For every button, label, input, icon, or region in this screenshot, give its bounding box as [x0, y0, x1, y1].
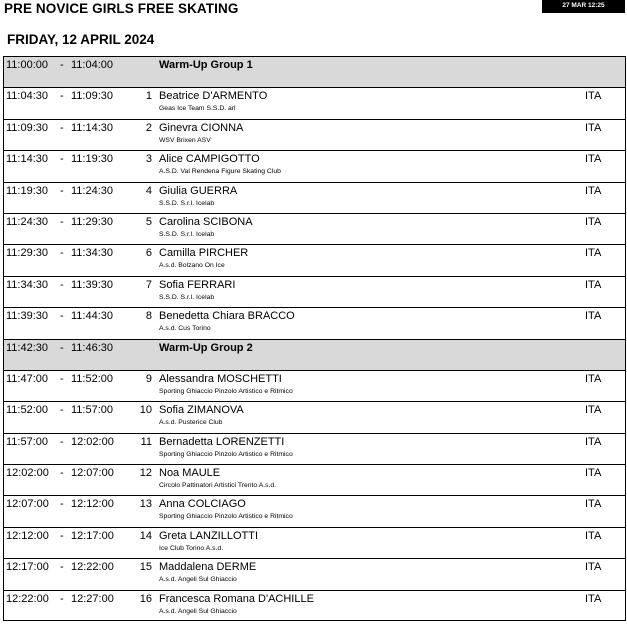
end-time: 11:09:30 [71, 90, 114, 103]
skater-row [4, 214, 625, 245]
end-time: 12:07:00 [71, 467, 114, 480]
club-name: A.s.d. Angeli Sul Ghiaccio [159, 576, 237, 584]
end-time: 11:57:00 [71, 404, 114, 417]
time-separator: - [60, 498, 64, 511]
start-time: 11:09:30 [6, 121, 49, 134]
start-time: 12:07:00 [6, 498, 49, 511]
skater-name: Beatrice D'ARMENTO [159, 90, 268, 103]
skater-row [4, 120, 625, 151]
start-time: 11:04:30 [6, 90, 49, 103]
time-separator: - [60, 153, 64, 166]
start-time: 11:57:00 [6, 435, 49, 448]
skater-row [4, 402, 625, 433]
start-number: 1 [145, 90, 152, 103]
time-separator: - [60, 59, 64, 71]
end-time: 12:22:00 [71, 561, 114, 574]
club-name: S.S.D. S.r.l. Icelab [159, 293, 215, 301]
start-number: 3 [145, 153, 152, 166]
skater-row [4, 528, 625, 559]
start-time: 12:17:00 [6, 561, 49, 574]
club-name: Circolo Pattinatori Artistici Trento A.s.d. [159, 482, 277, 490]
end-time: 11:29:30 [71, 215, 114, 228]
time-separator: - [60, 561, 64, 574]
timestamp-badge: 27 MAR 12:25 [542, 0, 625, 13]
skater-row [4, 434, 625, 465]
skater-name: Anna COLCIAGO [159, 498, 246, 511]
nation-code: ITA [585, 467, 602, 480]
skater-name: Bernadetta LORENZETTI [159, 435, 285, 448]
end-time: 12:17:00 [71, 529, 114, 542]
skater-row [4, 496, 625, 527]
warm-up-group-label: Warm-Up Group 1 [159, 59, 253, 71]
time-separator: - [60, 121, 64, 134]
time-separator: - [60, 90, 64, 103]
club-name: WSV Brixen ASV [159, 136, 211, 144]
club-name: A.s.d. Pusterice Club [159, 419, 223, 427]
skater-name: Sofia FERRARI [159, 278, 236, 291]
skater-name: Benedetta Chiara BRACCO [159, 310, 295, 323]
start-number: 4 [145, 184, 152, 197]
skater-row [4, 277, 625, 308]
club-name: Sporting Ghiaccio Pinzolo Artistico e Ritmico [159, 513, 293, 521]
start-time: 11:14:30 [6, 153, 49, 166]
time-separator: - [60, 529, 64, 542]
start-number: 14 [139, 529, 152, 542]
skater-name: Maddalena DERME [159, 561, 257, 574]
end-time: 12:27:00 [71, 592, 114, 605]
skater-name: Sofia ZIMANOVA [159, 404, 244, 417]
time-separator: - [60, 278, 64, 291]
schedule-table [3, 56, 626, 621]
nation-code: ITA [585, 247, 602, 260]
club-name: A.s.d. Angeli Sul Ghiaccio [159, 607, 237, 615]
start-number: 10 [139, 404, 152, 417]
skater-row [4, 559, 625, 590]
skater-name: Noa MAULE [159, 467, 221, 480]
nation-code: ITA [585, 184, 602, 197]
start-number: 16 [139, 592, 152, 605]
time-separator: - [60, 372, 64, 385]
skater-name: Giulia GUERRA [159, 184, 238, 197]
end-time: 11:14:30 [71, 121, 114, 134]
nation-code: ITA [585, 278, 602, 291]
club-name: A.s.d. Bolzano On Ice [159, 262, 225, 270]
nation-code: ITA [585, 121, 602, 134]
start-time: 11:29:30 [6, 247, 49, 260]
club-name: Ice Club Torino A.s.d. [159, 544, 224, 552]
end-time: 11:04:00 [71, 59, 114, 71]
skater-row [4, 371, 625, 402]
end-time: 11:39:30 [71, 278, 114, 291]
club-name: Geas Ice Team S.S.D. arl [159, 105, 236, 113]
time-separator: - [60, 310, 64, 323]
end-time: 11:46:30 [71, 341, 114, 354]
nation-code: ITA [585, 592, 602, 605]
page-title: PRE NOVICE GIRLS FREE SKATING [4, 1, 239, 16]
start-number: 13 [139, 498, 152, 511]
club-name: A.s.d. Cus Torino [159, 325, 211, 333]
time-separator: - [60, 592, 64, 605]
club-name: A.S.D. Val Rendena Figure Skating Club [159, 168, 281, 176]
end-time: 12:02:00 [71, 435, 114, 448]
start-time: 12:02:00 [6, 467, 49, 480]
skater-row [4, 151, 625, 182]
time-separator: - [60, 404, 64, 417]
nation-code: ITA [585, 310, 602, 323]
start-number: 5 [145, 215, 152, 228]
club-name: Sporting Ghiaccio Pinzolo Artistico e Ritmico [159, 387, 293, 395]
time-separator: - [60, 467, 64, 480]
start-time: 11:24:30 [6, 215, 49, 228]
start-time: 11:00:00 [6, 59, 49, 71]
skater-row [4, 183, 625, 214]
start-number: 6 [145, 247, 152, 260]
time-separator: - [60, 341, 64, 354]
skater-row [4, 308, 625, 339]
club-name: Sporting Ghiaccio Pinzolo Artistico e Ritmico [159, 450, 293, 458]
skater-row [4, 88, 625, 119]
end-time: 11:52:00 [71, 372, 114, 385]
start-time: 11:19:30 [6, 184, 49, 197]
nation-code: ITA [585, 404, 602, 417]
nation-code: ITA [585, 215, 602, 228]
end-time: 11:44:30 [71, 310, 114, 323]
start-number: 2 [145, 121, 152, 134]
nation-code: ITA [585, 561, 602, 574]
start-time: 11:34:30 [6, 278, 49, 291]
end-time: 11:34:30 [71, 247, 114, 260]
start-number: 11 [140, 435, 152, 448]
start-number: 8 [145, 310, 152, 323]
end-time: 12:12:00 [71, 498, 114, 511]
time-separator: - [60, 215, 64, 228]
skater-row [4, 465, 625, 496]
time-separator: - [60, 435, 64, 448]
nation-code: ITA [585, 90, 602, 103]
end-time: 11:19:30 [71, 153, 114, 166]
end-time: 11:24:30 [71, 184, 114, 197]
skater-name: Carolina SCIBONA [159, 215, 253, 228]
start-number: 15 [139, 561, 152, 574]
warm-up-group-row [4, 57, 625, 88]
start-time: 11:42:30 [6, 341, 49, 354]
start-number: 9 [145, 372, 152, 385]
nation-code: ITA [585, 153, 602, 166]
skater-name: Camilla PIRCHER [159, 247, 249, 260]
skater-name: Ginevra CIONNA [159, 121, 244, 134]
nation-code: ITA [585, 435, 602, 448]
start-time: 12:12:00 [6, 529, 49, 542]
skater-row [4, 245, 625, 276]
event-date: FRIDAY, 12 APRIL 2024 [7, 32, 155, 47]
start-time: 11:52:00 [6, 404, 49, 417]
start-number: 12 [139, 467, 152, 480]
skater-name: Francesca Romana D'ACHILLE [159, 592, 314, 605]
skater-name: Alessandra MOSCHETTI [159, 372, 282, 385]
skater-row [4, 591, 625, 622]
start-time: 11:39:30 [6, 310, 49, 323]
nation-code: ITA [585, 529, 602, 542]
club-name: S.S.D. S.r.l. Icelab [159, 199, 215, 207]
skater-name: Alice CAMPIGOTTO [159, 153, 260, 166]
nation-code: ITA [585, 498, 602, 511]
nation-code: ITA [585, 372, 602, 385]
warm-up-group-label: Warm-Up Group 2 [159, 341, 253, 354]
start-time: 11:47:00 [6, 372, 49, 385]
time-separator: - [60, 184, 64, 197]
start-time: 12:22:00 [6, 592, 49, 605]
time-separator: - [60, 247, 64, 260]
warm-up-group-row [4, 340, 625, 371]
start-number: 7 [145, 278, 152, 291]
club-name: S.S.D. S.r.l. Icelab [159, 230, 215, 238]
skater-name: Greta LANZILLOTTI [159, 529, 259, 542]
